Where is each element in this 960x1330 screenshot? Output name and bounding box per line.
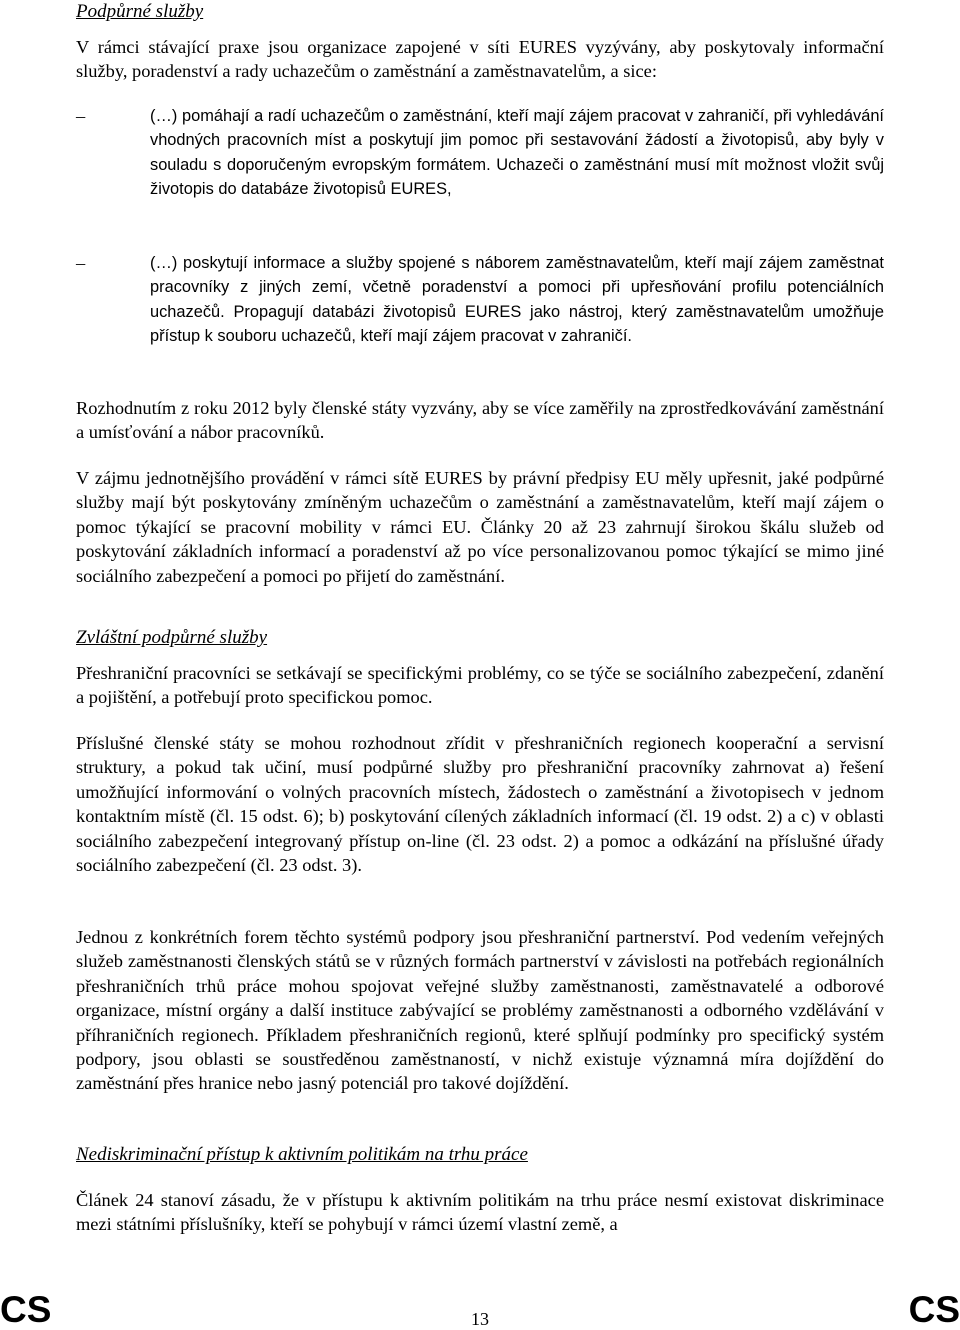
bullet-dash: – <box>76 106 86 126</box>
bullet-dash: – <box>76 253 86 273</box>
paragraph: Článek 24 stanoví zásadu, že v přístupu k aktivním politikám na trhu práce nesmí existovat diskriminace mezi státními příslušníky, kteří se pohybují v rámci území vlastní země, a <box>76 1190 884 1235</box>
language-code-left: CS <box>0 1289 52 1330</box>
paragraph: Jednou z konkrétních forem těchto systémů podpory jsou přeshraniční partnerství. Pod vedením veřejných služeb zaměstnanosti členských států se v různých formách partnerství v závislosti na potřebách regionálních přeshraničních trhů práce mohou spojovat veřejné služby zaměstnanosti, zaměstnavatelé a odborové organizace, místní orgány a další instituce zabývající se problémy zaměstnanosti a odborného vzdělávání v příhraničních regionech. Příkladem přeshraničních regionů, které splňují podmínky pro specifický systém podpory, jsou oblasti se soustředěnou zaměstnaností, v nichž existuje významná míra dojíždění do zaměstnání přes hranice nebo jasný potenciál pro takové dojíždění. <box>76 927 884 1094</box>
paragraph: Rozhodnutím z roku 2012 byly členské státy vyzvány, aby se více zaměřily na zprostředkovávání zaměstnání a umísťování a nábor pracovníků. <box>76 398 884 443</box>
language-code-right: CS <box>908 1289 960 1330</box>
bullet-item <box>76 104 884 202</box>
paragraph: V rámci stávající praxe jsou organizace zapojené v síti EURES vyzývány, aby poskytovaly informační služby, poradenství a rady uchazečům o zaměstnání a zaměstnavatelům, a sice: <box>76 37 884 82</box>
paragraph: V zájmu jednotnějšího provádění v rámci sítě EURES by právní předpisy EU měly upřesnit, jaké podpůrné služby mají být poskytovány zmíněným uchazečům o zaměstnání a zaměstnavatelům, kteří mají zájem o pomoc týkající se pracovní mobility v rámci EU. Články 20 až 23 zahrnují širokou škálu služeb od poskytování základních informací a poradenství až po více personalizovanou pomoc týkající se mimo jiné sociálního zabezpečení a pomoci po přijetí do zaměstnání. <box>76 468 884 586</box>
bullet-text: (…) pomáhají a radí uchazečům o zaměstnání, kteří mají zájem pracovat v zahraničí, při vyhledávání vhodných pracovních míst a poskytují jim pomoc při sestavování žádostí a životopisů, aby byly v souladu s doporučeným evropským formátem. Uchazeči o zaměstnání musí mít možnost vložit svůj životopis do databáze životopisů EURES, <box>150 107 884 199</box>
bullet-item <box>76 251 884 349</box>
bullet-text: (…) poskytují informace a služby spojené s náborem zaměstnavatelům, kteří mají zájem zaměstnat pracovníky z jiných zemí, včetně poradenství a pomoci při upřesňování profilu potenciálních uchazečů. Propagují databázi životopisů EURES jako nástroj, který zaměstnavatelům umožňuje přístup k souboru uchazečů, kteří mají zájem pracovat v zahraničí. <box>150 254 884 346</box>
paragraph: Příslušné členské státy se mohou rozhodnout zřídit v přeshraničních regionech kooperační a servisní struktury, a pokud tak učiní, musí podpůrné služby pro přeshraniční pracovníky zahrnovat a) řešení umožňující informování o volných pracovních místech, žádostech o zaměstnání a životopisech v jednom kontaktním místě (čl. 15 odst. 6); b) poskytování cílených základních informací (čl. 19 odst. 2) a c) v oblasti sociálního zabezpečení integrovaný přístup on-line (čl. 23 odst. 2) a pomoc a odkázání na příslušné úřady sociálního zabezpečení (čl. 23 odst. 3). <box>76 733 884 876</box>
page-number: 13 <box>471 1309 489 1329</box>
paragraph: Přeshraniční pracovníci se setkávají se specifickými problémy, co se týče se sociálního zabezpečení, zdanění a pojištění, a potřebují proto specifickou pomoc. <box>76 663 884 708</box>
section-heading: Nediskriminační přístup k aktivním politikám na trhu práce <box>76 1144 528 1165</box>
section-heading: Zvláštní podpůrné služby <box>76 627 268 648</box>
section-heading: Podpůrné služby <box>76 1 204 22</box>
